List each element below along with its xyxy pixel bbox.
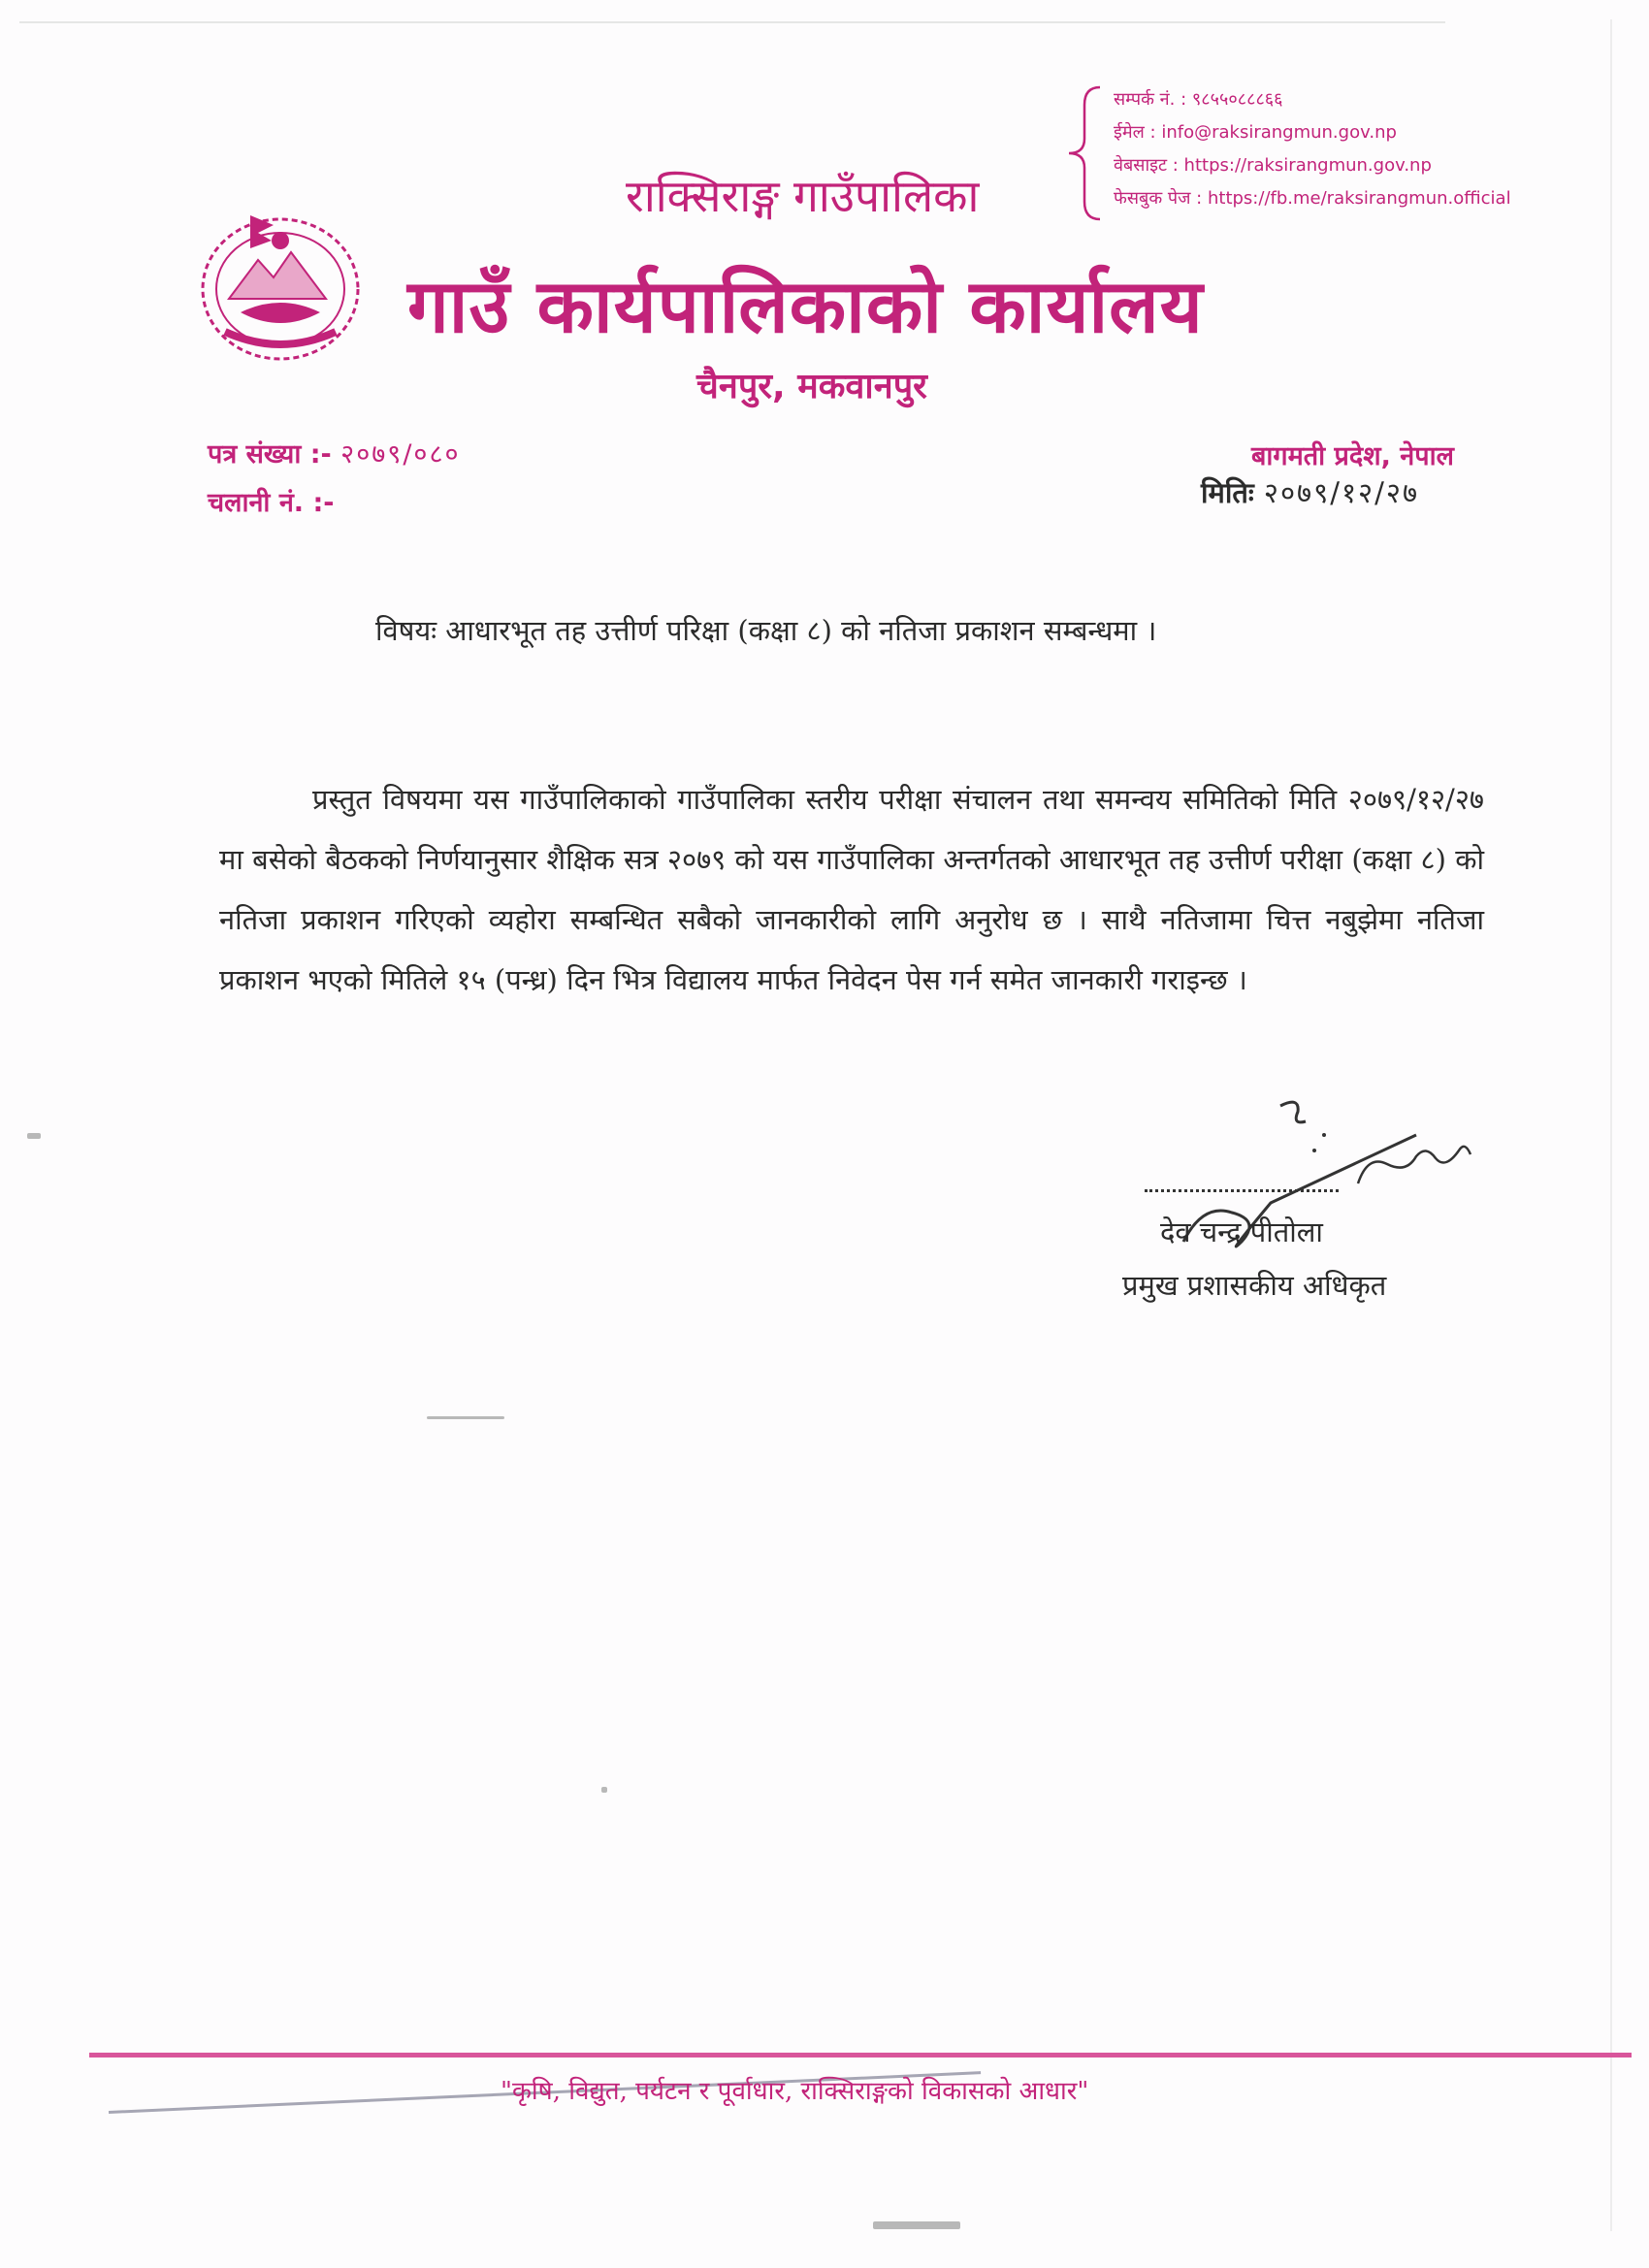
contact-facebook-value[interactable]: https://fb.me/raksirangmun.official xyxy=(1207,188,1511,209)
scan-speck xyxy=(601,1787,607,1793)
contact-email xyxy=(1114,116,1511,149)
signature-line xyxy=(1145,1189,1339,1192)
contact-website-label: वेबसाइट : xyxy=(1114,155,1179,176)
reference-block xyxy=(208,431,461,528)
letter-number xyxy=(208,431,461,479)
contact-block xyxy=(1114,83,1511,215)
dispatch-number-label: चलानी नं. :- xyxy=(208,488,335,518)
letter-number-value: २०७९/०८० xyxy=(340,439,461,470)
province-label: बागमती प्रदेश, नेपाल xyxy=(1251,441,1454,471)
footer-rule xyxy=(89,2053,1632,2057)
municipality-name: राक्सिराङ्ग गाउँपालिका xyxy=(626,170,980,222)
contact-website-value[interactable]: https://raksirangmun.gov.np xyxy=(1183,155,1432,176)
office-address: चैनपुर, मकवानपुर xyxy=(696,367,927,406)
letter-number-label: पत्र संख्या :- xyxy=(208,439,332,470)
letter-subject: विषयः आधारभूत तह उत्तीर्ण परिक्षा (कक्षा ८) को नतिजा प्रकाशन सम्बन्धमा । xyxy=(375,614,1157,647)
scan-speck xyxy=(873,2221,960,2229)
contact-phone xyxy=(1114,83,1511,116)
signatory-title: प्रमुख प्रशासकीय अधिकृत xyxy=(1122,1269,1387,1302)
contact-phone-label: सम्पर्क नं. : xyxy=(1114,89,1187,110)
scan-speck xyxy=(427,1416,504,1419)
letter-date xyxy=(1201,473,1419,511)
contact-phone-value: ९८५५०८८८६६ xyxy=(1191,89,1283,110)
date-value: २०७९/१२/२७ xyxy=(1263,476,1420,509)
contact-email-label: ईमेल : xyxy=(1114,122,1156,143)
contact-website xyxy=(1114,149,1511,182)
dispatch-number xyxy=(208,479,461,528)
scan-speck xyxy=(27,1133,41,1139)
office-title: गाउँ कार्यपालिकाको कार्यालय xyxy=(407,263,1204,349)
signatory-name: देव चन्द्र पीताेला xyxy=(1160,1215,1323,1248)
contact-email-value[interactable]: info@raksirangmun.gov.np xyxy=(1161,122,1397,143)
contact-facebook xyxy=(1114,182,1511,215)
nepal-emblem-icon xyxy=(190,206,371,367)
footer-motto: "कृषि, विद्युत, पर्यटन र पूर्वाधार, राक्सिराङ्गको विकासको आधार" xyxy=(501,2077,1089,2106)
contact-brace xyxy=(1063,85,1102,221)
scan-edge-line xyxy=(19,21,1445,23)
contact-facebook-label: फेसबुक पेज : xyxy=(1114,188,1203,209)
letter-body: प्रस्तुत विषयमा यस गाउँपालिकाको गाउँपालिका स्तरीय परीक्षा संचालन तथा समन्वय समितिको मिति २०७९/१२/२७ मा बसेको बैठकको निर्णयानुसार शैक्षिक सत्र २०७९ को यस गाउँपालिका अन्तर्गतको आधारभूत तह उत्तीर्ण परीक्षा (कक्षा ८) को नतिजा प्रकाशन गरिएको व्यहोरा सम्बन्धित सबैको जानकारीको लागि अनुरोध छ । साथै नतिजामा चित्त नबुझेमा नतिजा प्रकाशन भएको मितिले १५ (पन्ध्र) दिन भित्र विद्यालय मार्फत निवेदन पेस गर्न समेत जानकारी गराइन्छ । xyxy=(219,783,1484,996)
scan-edge-line-right xyxy=(1610,19,1612,2231)
date-label: मितिः xyxy=(1201,476,1254,509)
